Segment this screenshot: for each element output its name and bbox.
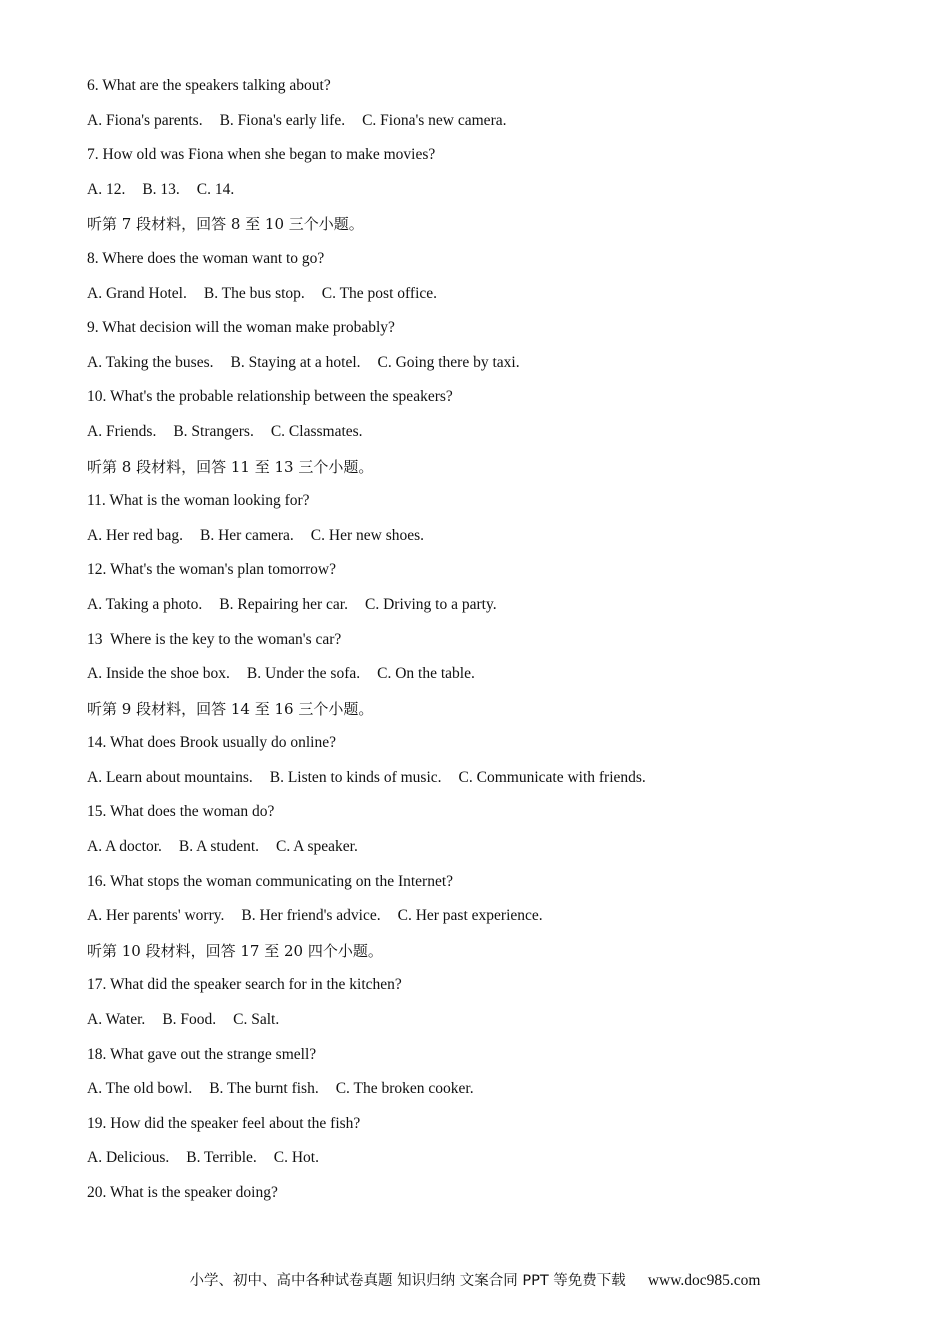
question-text: 10. What's the probable relationship between the speakers? — [87, 388, 453, 406]
question-text: 17. What did the speaker search for in the kitchen? — [87, 976, 402, 994]
answer-option: A. Friends. — [87, 422, 157, 440]
answer-options-row — [87, 1077, 887, 1112]
question-text: 12. What's the woman's plan tomorrow? — [87, 561, 336, 579]
answer-option: A. Inside the shoe box. — [87, 665, 230, 683]
answer-options-row — [87, 766, 887, 801]
answer-option: C. Hot. — [273, 1149, 319, 1167]
question-text: 7. How old was Fiona when she began to make movies? — [87, 146, 436, 164]
answer-option: B. The bus stop. — [203, 284, 305, 302]
answer-options-row — [87, 1008, 887, 1043]
answer-options-row — [87, 1146, 887, 1181]
answer-options-row — [87, 351, 887, 386]
question-text: 14. What does Brook usually do online? — [87, 734, 336, 752]
answer-option: A. The old bowl. — [87, 1080, 193, 1098]
answer-option: C. Salt. — [233, 1011, 280, 1029]
answer-option: B. 13. — [142, 180, 180, 198]
question-text: 6. What are the speakers talking about? — [87, 77, 331, 94]
question-list — [87, 74, 887, 1216]
answer-option: C. On the table. — [377, 665, 475, 683]
answer-option: B. The burnt fish. — [209, 1080, 319, 1098]
answer-option: C. Classmates. — [270, 422, 363, 440]
answer-options-row — [87, 835, 887, 870]
footer-site-link[interactable]: www.doc985.com — [647, 1272, 761, 1289]
question-text: 8. Where does the woman want to go? — [87, 249, 325, 267]
section-instruction: 听第 8 段材料，回答 11 至 13 三个小题。 — [87, 457, 374, 476]
question-text: 11. What is the woman looking for? — [87, 492, 310, 510]
answer-option: A. Learn about mountains. — [87, 768, 253, 786]
question-text: 18. What gave out the strange smell? — [87, 1045, 317, 1063]
answer-option: C. 14. — [196, 180, 235, 198]
answer-options-row — [87, 904, 887, 939]
answer-option: C. Her new shoes. — [310, 526, 425, 544]
answer-option: B. Listen to kinds of music. — [269, 768, 442, 786]
answer-option: B. Staying at a hotel. — [230, 353, 361, 371]
answer-option: C. Going there by taxi. — [377, 353, 520, 371]
question-text: 16. What stops the woman communicating on the Internet? — [87, 872, 454, 890]
answer-option: A. A doctor. — [87, 838, 162, 856]
answer-option: B. Fiona's early life. — [219, 111, 346, 129]
answer-option: A. Grand Hotel. — [87, 284, 187, 302]
answer-options-row — [87, 662, 887, 697]
question-text: 9. What decision will the woman make probably? — [87, 319, 395, 337]
answer-option: A. Fiona's parents. — [87, 111, 203, 129]
answer-options-row — [87, 109, 887, 144]
answer-option: A. Delicious. — [87, 1149, 170, 1167]
answer-option: B. Strangers. — [173, 422, 254, 440]
answer-option: A. Taking a photo. — [87, 595, 203, 613]
footer-promo-text: 小学、初中、高中各种试卷真题 知识归纳 文案合同 PPT 等免费下载 — [189, 1273, 626, 1289]
answer-option: C. The broken cooker. — [335, 1080, 474, 1098]
answer-option: A. Her parents' worry. — [87, 907, 225, 925]
answer-option: B. Under the sofa. — [246, 665, 361, 683]
answer-option: C. A speaker. — [276, 838, 358, 856]
answer-options-row — [87, 420, 887, 455]
section-instruction: 听第 7 段材料，回答 8 至 10 三个小题。 — [87, 215, 364, 234]
answer-option: A. 12. — [87, 180, 126, 198]
question-text: 20. What is the speaker doing? — [87, 1184, 278, 1201]
answer-option: B. Her camera. — [199, 526, 294, 544]
answer-option: C. Her past experience. — [397, 907, 543, 925]
question-text: 19. How did the speaker feel about the fish? — [87, 1114, 361, 1132]
section-instruction: 听第 9 段材料，回答 14 至 16 三个小题。 — [87, 699, 374, 718]
answer-options-row — [87, 524, 887, 559]
answer-option: A. Water. — [87, 1011, 146, 1029]
answer-option: C. Fiona's new camera. — [362, 111, 507, 129]
answer-option: C. Driving to a party. — [365, 595, 497, 613]
answer-option: B. A student. — [178, 838, 260, 856]
question-text: 13 Where is the key to the woman's car? — [87, 630, 342, 648]
answer-option: C. The post office. — [321, 284, 438, 302]
answer-option: A. Taking the buses. — [87, 353, 214, 371]
section-instruction: 听第 10 段材料，回答 17 至 20 四个小题。 — [87, 941, 383, 960]
answer-option: B. Terrible. — [186, 1149, 257, 1167]
question-text: 15. What does the woman do? — [87, 803, 275, 821]
answer-options-row — [87, 593, 887, 628]
answer-option: A. Her red bag. — [87, 526, 183, 544]
page-footer — [0, 1268, 950, 1293]
answer-options-row — [87, 178, 887, 213]
answer-options-row — [87, 282, 887, 317]
answer-option: B. Food. — [162, 1011, 217, 1029]
answer-option: C. Communicate with friends. — [458, 768, 646, 786]
answer-option: B. Her friend's advice. — [241, 907, 381, 925]
answer-option: B. Repairing her car. — [219, 595, 348, 613]
